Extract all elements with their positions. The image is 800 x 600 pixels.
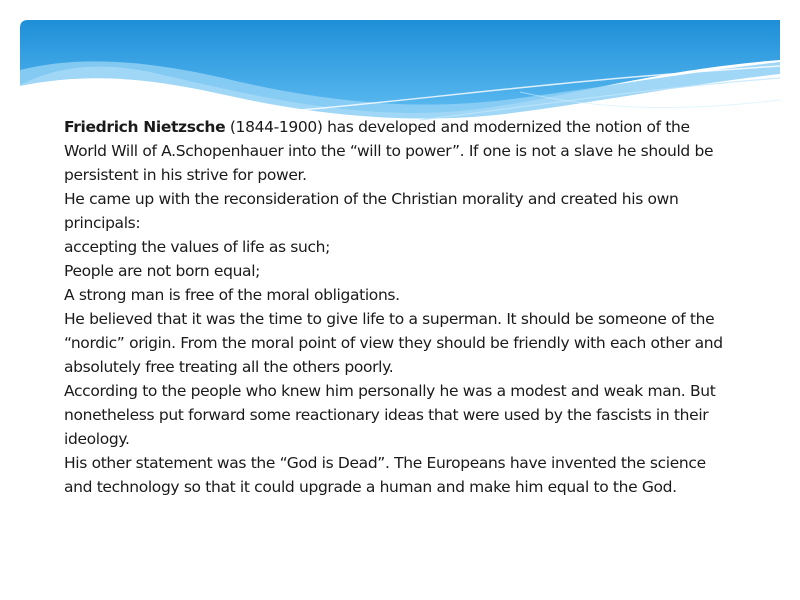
text-line: A strong man is free of the moral obligations. xyxy=(64,286,400,304)
text-line: He came up with the reconsideration of the Christian morality and created his own principals: xyxy=(64,190,679,232)
intro-text: (1844-1900) has developed and modernized the notion of the World Will of A.Schopenhauer into the “will to power”. If one is not a slave he should be persistent in his strive for power. xyxy=(64,118,714,184)
text-line: According to the people who knew him personally he was a modest and weak man. But nonetheless put forward some reactionary ideas that were used by the fascists in their ideology. xyxy=(64,382,716,448)
intro-paragraph xyxy=(64,115,734,187)
text-line: accepting the values of life as such; xyxy=(64,238,331,256)
text-line: People are not born equal; xyxy=(64,262,261,280)
author-name: Friedrich Nietzsche xyxy=(64,118,226,136)
body-text xyxy=(64,115,734,499)
text-line: His other statement was the “God is Dead”. The Europeans have invented the science and technology so that it could upgrade a human and make him equal to the God. xyxy=(64,454,706,496)
text-line: He believed that it was the time to give life to a superman. It should be someone of the “nordic” origin. From the moral point of view they should be friendly with each other and absolutely free treating all the others poorly. xyxy=(64,310,723,376)
